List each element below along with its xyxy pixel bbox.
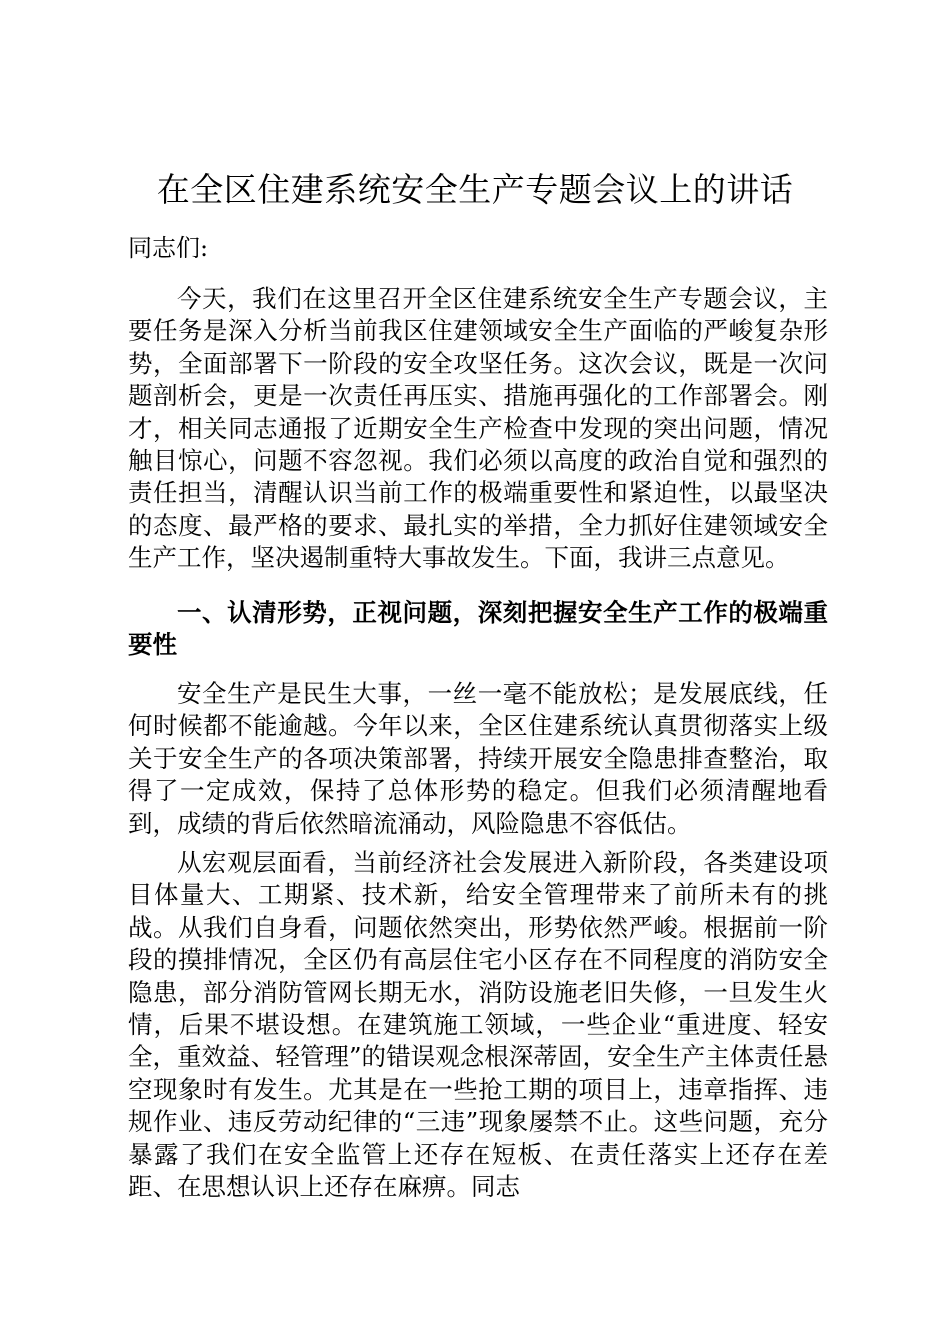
paragraph-intro: 今天，我们在这里召开全区住建系统安全生产专题会议，主要任务是深入分析当前我区住建领域安全生产面临的严峻复杂形势，全面部署下一阶段的安全攻坚任务。这次会议，既是一次问题剖析会，更是一次责任再压实、措施再强化的工作部署会。刚才，相关同志通报了近期安全生产检查中发现的突出问题，情况触目惊心，问题不容忽视。我们必须以高度的政治自觉和强烈的责任担当，清醒认识当前工作的极端重要性和紧迫性，以最坚决的态度、最严格的要求、最扎实的举措，全力抓好住建领域安全生产工作，坚决遏制重特大事故发生。下面，我讲三点意见。	[128, 284, 828, 573]
section-heading-1: 一、认清形势，正视问题，深刻把握安全生产工作的极端重要性	[128, 598, 828, 660]
paragraph-section-1-a: 安全生产是民生大事，一丝一毫不能放松；是发展底线，任何时候都不能逾越。今年以来，全区住建系统认真贯彻落实上级关于安全生产的各项决策部署，持续开展安全隐患排查整治，取得了一定成效，保持了总体形势的稳定。但我们必须清醒地看到，成绩的背后依然暗流涌动，风险隐患不容低估。	[128, 679, 828, 838]
paragraph-section-1-b: 从宏观层面看，当前经济社会发展进入新阶段，各类建设项目体量大、工期紧、技术新，给安全管理带来了前所未有的挑战。从我们自身看，问题依然突出，形势依然严峻。根据前一阶段的摸排情况，全区仍有高层住宅小区存在不同程度的消防安全隐患，部分消防管网长期无水，消防设施老旧失修，一旦发生火情，后果不堪设想。在建筑施工领域，一些企业“重进度、轻安全，重效益、轻管理”的错误观念根深蒂固，安全生产主体责任悬空现象时有发生。尤其是在一些抢工期的项目上，违章指挥、违规作业、违反劳动纪律的“三违”现象屡禁不止。这些问题，充分暴露了我们在安全监管上还存在短板、在责任落实上还存在差距、在思想认识上还存在麻痹。同志	[128, 848, 828, 1202]
document-title: 在全区住建系统安全生产专题会议上的讲话	[156, 170, 794, 209]
salutation: 同志们:	[128, 234, 209, 262]
